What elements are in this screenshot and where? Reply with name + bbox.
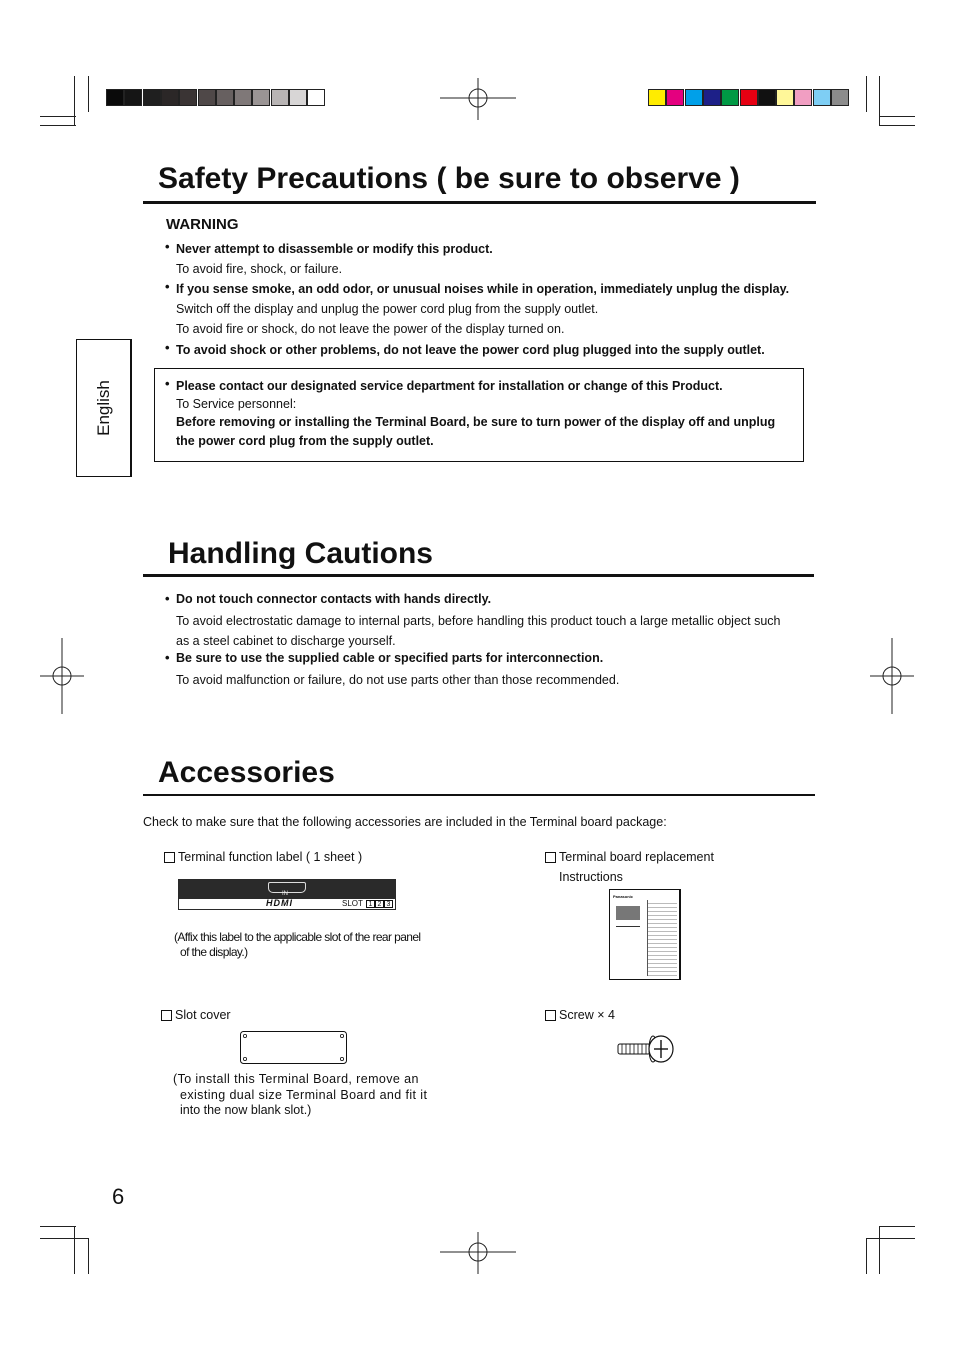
safety-item-3-bold: To avoid shock or other problems, do not leave the power cord plug plugged into the supply outlet.	[176, 343, 765, 357]
crop-mark	[40, 1226, 76, 1227]
color-swatch	[198, 89, 216, 106]
crop-mark	[879, 1226, 915, 1227]
bullet-icon: •	[165, 591, 170, 606]
color-swatch	[666, 89, 684, 106]
color-swatch	[143, 89, 161, 106]
color-swatch	[721, 89, 739, 106]
checkbox	[164, 852, 175, 863]
checkbox	[545, 1010, 556, 1021]
safety-title: Safety Precautions ( be sure to observe )	[158, 162, 740, 195]
service-notice-bold-2a: Before removing or installing the Terminal Board, be sure to turn power of the display off and unplug	[176, 415, 776, 429]
registration-mark-icon	[440, 78, 516, 120]
color-swatch	[179, 89, 197, 106]
booklet-rule	[616, 926, 640, 927]
color-swatch	[703, 89, 721, 106]
handling-item-1-line-1: To avoid electrostatic damage to internal parts, before handling this product touch a large metallic object such	[176, 614, 781, 628]
instructions-item-text-1: Terminal board replacement	[559, 850, 714, 864]
safety-item-2-bold: If you sense smoke, an odd odor, or unusual noises while in operation, immediately unplug the display.	[176, 282, 790, 296]
crop-mark	[40, 1238, 88, 1239]
terminal-function-label-image	[178, 879, 396, 910]
crop-mark	[74, 1226, 75, 1274]
handling-item-1-line-2: as a steel cabinet to discharge yourself.	[176, 634, 396, 648]
registration-mark-icon	[870, 638, 914, 714]
color-swatch	[794, 89, 812, 106]
language-tab	[76, 339, 132, 477]
crop-mark	[40, 116, 76, 117]
booklet-brand: Panasonic	[613, 894, 634, 899]
safety-item-1-line-1: To avoid fire, shock, or failure.	[176, 262, 343, 276]
service-notice-line: To Service personnel:	[176, 397, 297, 411]
color-swatch	[776, 89, 794, 106]
label-note-1: (Affix this label to the applicable slot of the rear panel	[174, 930, 421, 944]
color-swatch	[252, 89, 270, 106]
label-item-text: Terminal function label ( 1 sheet )	[178, 850, 363, 864]
page-number: 6	[112, 1184, 125, 1209]
crop-mark	[879, 116, 915, 117]
label-slot-2: 2	[375, 900, 384, 908]
safety-item-1-bold: Never attempt to disassemble or modify this product.	[176, 242, 493, 256]
label-note-2: of the display.)	[180, 945, 248, 959]
bullet-icon: •	[165, 340, 170, 355]
color-swatch	[307, 89, 325, 106]
accessories-intro: Check to make sure that the following accessories are included in the Terminal board package:	[143, 815, 667, 829]
handling-title: Handling Cautions	[168, 537, 433, 570]
color-swatch	[106, 89, 124, 106]
crop-mark	[866, 76, 867, 112]
crop-mark	[866, 1238, 915, 1239]
color-swatch	[234, 89, 252, 106]
color-swatch	[813, 89, 831, 106]
service-notice-bold-2b: the power cord plug from the supply outlet.	[176, 434, 434, 448]
language-tab-label: English	[93, 380, 113, 436]
registration-mark-icon	[440, 1232, 516, 1274]
handling-item-2-line-1: To avoid malfunction or failure, do not use parts other than those recommended.	[176, 673, 620, 687]
checkbox	[161, 1010, 172, 1021]
bullet-icon: •	[165, 650, 170, 665]
crop-mark	[40, 125, 76, 126]
safety-item-2-line-1: Switch off the display and unplug the power cord plug from the supply outlet.	[176, 302, 599, 316]
color-swatch	[161, 89, 179, 106]
crop-mark	[879, 76, 880, 126]
bullet-icon: •	[165, 279, 170, 294]
slot-cover-image	[240, 1031, 347, 1064]
booklet-photo	[616, 906, 640, 920]
handling-item-1-bold: Do not touch connector contacts with hands directly.	[176, 592, 492, 606]
bullet-icon: •	[165, 239, 170, 254]
label-slot-1: 1	[366, 900, 375, 908]
color-swatch	[216, 89, 234, 106]
color-swatch	[124, 89, 142, 106]
bullet-icon: •	[165, 376, 170, 391]
slot-note-3: into the now blank slot.)	[180, 1103, 312, 1117]
color-swatch	[758, 89, 776, 106]
color-swatch	[289, 89, 307, 106]
crop-mark	[879, 1226, 880, 1274]
label-slot-3: 3	[384, 900, 393, 908]
color-swatch	[740, 89, 758, 106]
service-notice-bold: Please contact our designated service department for installation or change of this Product.	[176, 379, 723, 393]
section-rule	[143, 794, 815, 796]
crop-mark	[879, 125, 915, 126]
crop-mark	[88, 76, 89, 112]
registration-mark-icon	[40, 638, 84, 714]
booklet-text-column	[647, 900, 677, 976]
slot-note-1: (To install this Terminal Board, remove an	[173, 1072, 419, 1086]
instructions-booklet-image	[609, 889, 681, 980]
handling-item-2-bold: Be sure to use the supplied cable or specified parts for interconnection.	[176, 651, 604, 665]
label-in-text: IN	[282, 891, 288, 897]
crop-mark	[866, 1238, 867, 1274]
hdmi-logo: HDMI	[266, 898, 293, 908]
screw-item-text: Screw × 4	[559, 1008, 615, 1022]
color-swatch	[648, 89, 666, 106]
crop-mark	[74, 76, 75, 126]
crop-mark	[88, 1238, 89, 1274]
section-rule	[143, 201, 816, 204]
instructions-item-text-2: Instructions	[559, 870, 623, 884]
color-swatch	[685, 89, 703, 106]
screw-icon	[616, 1033, 676, 1065]
accessories-title: Accessories	[158, 756, 335, 789]
label-slot-text: SLOT	[342, 899, 363, 908]
checkbox	[545, 852, 556, 863]
slot-cover-item-text: Slot cover	[175, 1008, 231, 1022]
slot-note-2: existing dual size Terminal Board and fit it	[180, 1088, 428, 1102]
warning-heading: WARNING	[166, 216, 239, 233]
safety-item-2-line-2: To avoid fire or shock, do not leave the power of the display turned on.	[176, 322, 565, 336]
section-rule	[143, 574, 814, 577]
color-swatch	[831, 89, 849, 106]
color-swatch	[271, 89, 289, 106]
